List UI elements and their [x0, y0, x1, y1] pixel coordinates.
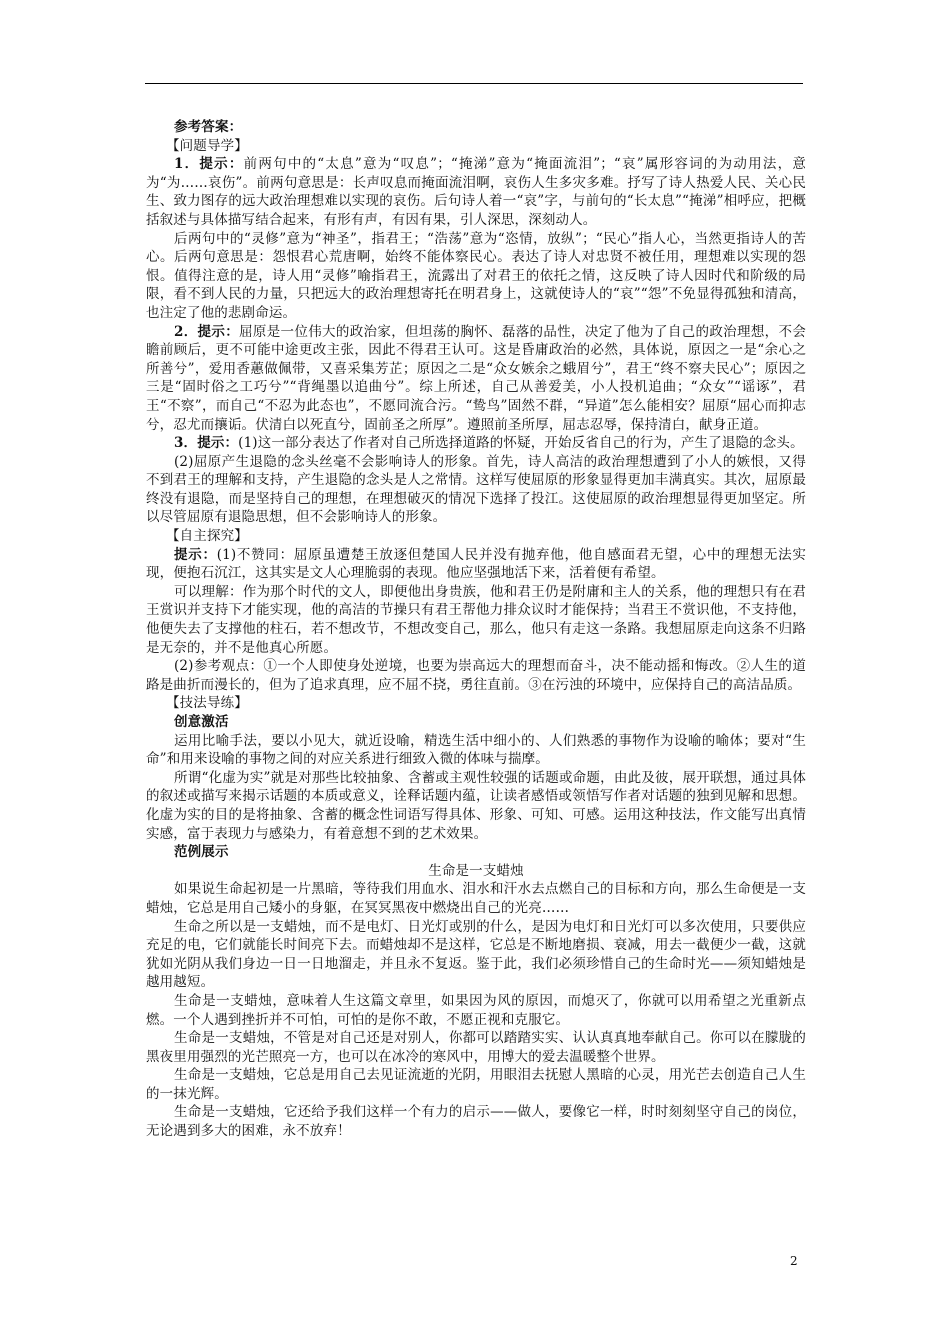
essay-paragraph-1: 如果说生命起初是一片黑暗，等待我们用血水、泪水和汗水去点燃自己的目标和方向，那么生命便是一支蜡烛，它总是用自己矮小的身躯，在冥冥黑夜中燃烧出自己的光亮…… [146, 881, 806, 916]
hint-label: 3．提示： [174, 435, 239, 452]
subheading-creative: 创意激活 [174, 714, 229, 730]
hint-label: 提示： [174, 546, 217, 563]
essay-paragraph-3: 生命是一支蜡烛，意味着人生这篇文章里，如果因为风的原因，而熄灭了，你就可以用希望之光重新点燃。一个人遇到挫折并不可怕，可怕的是你不敢，不愿正视和克服它。 [146, 992, 806, 1028]
essay-title: 生命是一支蜡烛 [428, 862, 524, 879]
answers-title: 参考答案： [174, 119, 243, 135]
essay-paragraph-4: 生命是一支蜡烛，不管是对自己还是对别人，你都可以踏踏实实、认认真真地奉献自己。你可以在朦胧的黑夜里用强烈的光芒照亮一方，也可以在冰冷的寒风中，用博大的爱去温暖整个世界。 [146, 1030, 806, 1065]
hint-label: 1．提示： [174, 156, 244, 173]
explore-2: 可以理解：作为那个时代的文人，即便他出身贵族，他和君王仍是附庸和主人的关系，他的理想只有在君王赏识并支持下才能实现，他的高洁的节操只有君王帮他力排众议时才能保持；当君王不赏识他，不支持他，他便失去了支撑他的柱石，若不想改节，不想改变自己，那么，他只有走这一条路。我想屈原走向这条不归路是无奈的，并不是他真心所愿。 [146, 583, 806, 656]
answer-1-part-a: 1．提示：前两句中的“太息”意为“叹息”；“掩涕”意为“掩面流泪”；“哀”属形容词的为动用法，意为“为……哀伤”。前两句意思是：长声叹息而掩面流泪啊，哀伤人生多灾多难。抒写了诗人热爱人民、关心民生、致力图存的远大政治理想难以实现的哀伤。后句诗人着一“哀”字，与前句的“长太息”“掩涕”相呼应，把概括叙述与具体描写结合起来，有形有声，有因有果，引人深思，深刻动人。 [146, 156, 806, 228]
answer-3-part-1: 3．提示：(1)这一部分表达了作者对自己所选择道路的怀疑，开始反省自己的行为，产生了退隐的念头。 [174, 435, 804, 452]
answer-3-part-2: (2)屈原产生退隐的念头丝毫不会影响诗人的形象。首先，诗人高洁的政治理想遭到了小人的嫉恨，又得不到君王的理解和支持，产生退隐的念头是人之常情。这样写使屈原的形象显得更加丰满真实。其次，屈原最终没有退隐，而是坚持自己的理想，在理想破灭的情况下选择了投江。这使屈原的政治理想显得更加坚定。所以尽管屈原有退隐思想，但不会影响诗人的形象。 [146, 453, 806, 526]
section-heading-guide: 【问题导学】 [166, 137, 248, 154]
essay-paragraph-5: 生命是一支蜡烛，它总是用自己去见证流逝的光阴，用眼泪去抚慰人黑暗的心灵，用光芒去创造自己人生的一抹光辉。 [146, 1067, 806, 1102]
document-body [146, 118, 806, 1141]
creative-2: 所谓“化虚为实”就是对那些比较抽象、含蓄或主观性较强的话题或命题，由此及彼，展开联想，通过具体的叙述或描写来揭示话题的本质或意义，诠释话题内蕴，让读者感悟或领悟写作者对话题的独到见解和思想。化虚为实的目的是将抽象、含蓄的概念性词语写得具体、形象、可知、可感。运用这种技法，作文能写出真情实感，富于表现力与感染力，有着意想不到的艺术效果。 [146, 769, 806, 842]
page-number: 2 [790, 1254, 798, 1268]
explore-1: 提示：(1)不赞同：屈原虽遭楚王放逐但楚国人民并没有抛弃他，他自感面君无望，心中的理想无法实现，便抱石沉江，这其实是文人心理脆弱的表现。他应坚强地活下来，活着便有希望。 [146, 546, 806, 582]
header-rule [145, 83, 803, 84]
creative-1: 运用比喻手法，要以小见大，就近设喻，精选生活中细小的、人们熟悉的事物作为设喻的喻体；要对“生命”和用来设喻的事物之间的对应关系进行细致入微的体味与揣摩。 [146, 732, 806, 768]
essay-paragraph-2: 生命之所以是一支蜡烛，而不是电灯、日光灯或别的什么，是因为电灯和日光灯可以多次使用，只要供应充足的电，它们就能长时间亮下去。而蜡烛却不是这样，它总是不断地磨损、衰减，用去一截便少一截，这就犹如光阴从我们身边一日一日地溜走，并且永不复返。鉴于此，我们必须珍惜自己的生命时光——须知蜡烛是越用越短。 [146, 918, 806, 991]
hint-label: 2．提示： [174, 323, 240, 340]
section-heading-explore: 【自主探究】 [166, 528, 248, 545]
answer-2: 2．提示：屈原是一位伟大的政治家，但坦荡的胸怀、磊落的品性，决定了他为了自己的政治理想，不会瞻前顾后，更不可能中途更改主张，因此不得君王认可。这是昏庸政治的必然，具体说，原因之一是“余心之所善兮”，爱用香蕙做佩带，又喜采集芳芷；原因之二是“众女嫉余之蛾眉兮”，君王“终不察夫民心”；原因之三是“固时俗之工巧兮”“背绳墨以追曲兮”。综上所述，自己从善爱美，小人投机追曲；“众女”“谣诼”，君王“不察”，而自己“不忍为此态也”，不愿同流合污。“鸷鸟”固然不群，“异道”怎么能相安？屈原“屈心而抑志兮，忍尤而攘诟。伏清白以死直兮，固前圣之所厚”。遵照前圣所厚，屈志忍辱，保持清白，献身正道。 [146, 323, 806, 433]
explore-3: (2)参考观点：①一个人即使身处逆境，也要为崇高远大的理想而奋斗，决不能动摇和悔改。②人生的道路是曲折而漫长的，但为了追求真理，应不屈不挠，勇往直前。③在污浊的环境中，应保持自己的高洁品质。 [146, 658, 806, 693]
section-heading-technique: 【技法导练】 [166, 695, 248, 712]
subheading-example: 范例展示 [174, 844, 229, 861]
essay-paragraph-6: 生命是一支蜡烛，它还给予我们这样一个有力的启示——做人，要像它一样，时时刻刻坚守自己的岗位，无论遇到多大的困难，永不放弃！ [146, 1104, 806, 1140]
answer-1-part-b: 后两句中的“灵修”意为“神圣”，指君王；“浩荡”意为“恣情，放纵”；“民心”指人心，当然更指诗人的苦心。后两句意思是：怨恨君心荒唐啊，始终不能体察民心。表达了诗人对忠贤不被任用，理想难以实现的怨恨。值得注意的是，诗人用“灵修”喻指君王，流露出了对君王的依托之情，这反映了诗人因时代和阶级的局限，看不到人民的力量，只把远大的政治理想寄托在明君身上，这就使诗人的“哀”“怨”不免显得孤独和清高，也注定了他的悲剧命运。 [146, 230, 806, 321]
